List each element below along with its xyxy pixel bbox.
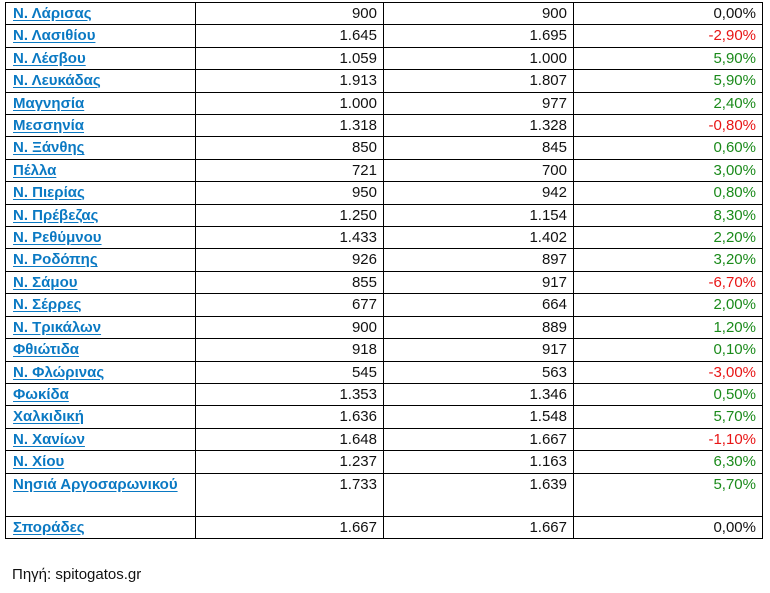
region-link[interactable]: Ν. Φλώρινας xyxy=(13,363,105,381)
region-link[interactable]: Ν. Λασιθίου xyxy=(13,27,96,45)
region-link[interactable]: Ν. Χίου xyxy=(13,453,65,471)
price-cell-2: 889 xyxy=(384,316,574,338)
change-percent-cell: 0,60% xyxy=(574,137,763,159)
price-cell-2: 563 xyxy=(384,361,574,383)
price-cell-1: 855 xyxy=(196,271,384,293)
region-link[interactable]: Ν. Λευκάδας xyxy=(13,72,101,90)
region-cell xyxy=(6,428,196,450)
price-cell-2: 664 xyxy=(384,294,574,316)
table-row xyxy=(6,473,763,516)
table-row xyxy=(6,115,763,137)
region-cell xyxy=(6,70,196,92)
price-cell-2: 917 xyxy=(384,271,574,293)
region-link[interactable]: Ν. Τρικάλων xyxy=(13,318,102,336)
region-cell xyxy=(6,516,196,538)
price-cell-2: 1.807 xyxy=(384,70,574,92)
region-cell xyxy=(6,47,196,69)
region-cell xyxy=(6,249,196,271)
table-row xyxy=(6,451,763,473)
region-cell xyxy=(6,115,196,137)
region-link[interactable]: Μεσσηνία xyxy=(13,117,85,135)
price-cell-2: 1.639 xyxy=(384,473,574,516)
price-cell-2: 1.548 xyxy=(384,406,574,428)
price-cell-1: 1.733 xyxy=(196,473,384,516)
price-cell-1: 545 xyxy=(196,361,384,383)
price-cell-1: 1.636 xyxy=(196,406,384,428)
table-row xyxy=(6,182,763,204)
region-link[interactable]: Ν. Ξάνθης xyxy=(13,139,85,157)
prices-table xyxy=(5,2,763,539)
price-cell-1: 918 xyxy=(196,339,384,361)
table-row xyxy=(6,227,763,249)
region-link[interactable]: Φωκίδα xyxy=(13,385,69,403)
region-link[interactable]: Ν. Ρεθύμνου xyxy=(13,229,102,247)
change-percent-cell: 5,90% xyxy=(574,70,763,92)
price-cell-1: 900 xyxy=(196,3,384,25)
region-link[interactable]: Μαγνησία xyxy=(13,94,85,112)
region-cell xyxy=(6,451,196,473)
price-cell-1: 1.059 xyxy=(196,47,384,69)
region-cell xyxy=(6,227,196,249)
price-cell-2: 942 xyxy=(384,182,574,204)
price-cell-1: 1.318 xyxy=(196,115,384,137)
region-link[interactable]: Νησιά Αργοσαρωνικού xyxy=(13,475,178,493)
price-cell-2: 700 xyxy=(384,159,574,181)
price-cell-2: 1.163 xyxy=(384,451,574,473)
table-row xyxy=(6,294,763,316)
table-row xyxy=(6,361,763,383)
price-cell-2: 897 xyxy=(384,249,574,271)
table-body xyxy=(6,3,763,539)
table-row xyxy=(6,3,763,25)
region-link[interactable]: Ν. Σέρρες xyxy=(13,296,82,314)
change-percent-cell: 0,80% xyxy=(574,182,763,204)
region-cell xyxy=(6,92,196,114)
region-cell xyxy=(6,204,196,226)
price-cell-2: 1.667 xyxy=(384,516,574,538)
change-percent-cell: 2,20% xyxy=(574,227,763,249)
price-cell-2: 1.328 xyxy=(384,115,574,137)
price-cell-2: 1.402 xyxy=(384,227,574,249)
price-cell-1: 1.645 xyxy=(196,25,384,47)
table-row xyxy=(6,271,763,293)
table-row xyxy=(6,47,763,69)
change-percent-cell: 0,00% xyxy=(574,3,763,25)
price-cell-1: 1.648 xyxy=(196,428,384,450)
change-percent-cell: 3,00% xyxy=(574,159,763,181)
table-row xyxy=(6,316,763,338)
table-row xyxy=(6,428,763,450)
table-row xyxy=(6,406,763,428)
change-percent-cell: 5,70% xyxy=(574,473,763,516)
change-percent-cell: -0,80% xyxy=(574,115,763,137)
change-percent-cell: 6,30% xyxy=(574,451,763,473)
table-row xyxy=(6,159,763,181)
price-cell-1: 1.000 xyxy=(196,92,384,114)
price-cell-1: 1.667 xyxy=(196,516,384,538)
price-cell-2: 1.346 xyxy=(384,383,574,405)
region-link[interactable]: Ν. Ροδόπης xyxy=(13,251,98,269)
change-percent-cell: 3,20% xyxy=(574,249,763,271)
change-percent-cell: 8,30% xyxy=(574,204,763,226)
table-row xyxy=(6,70,763,92)
region-link[interactable]: Σποράδες xyxy=(13,518,85,536)
table-row xyxy=(6,92,763,114)
change-percent-cell: 2,40% xyxy=(574,92,763,114)
price-cell-2: 917 xyxy=(384,339,574,361)
region-cell xyxy=(6,294,196,316)
change-percent-cell: 0,00% xyxy=(574,516,763,538)
price-cell-1: 1.353 xyxy=(196,383,384,405)
table-row xyxy=(6,25,763,47)
price-cell-2: 1.154 xyxy=(384,204,574,226)
region-cell xyxy=(6,159,196,181)
change-percent-cell: -1,10% xyxy=(574,428,763,450)
region-link[interactable]: Ν. Χανίων xyxy=(13,430,85,448)
region-cell xyxy=(6,361,196,383)
price-cell-1: 1.250 xyxy=(196,204,384,226)
region-link[interactable]: Ν. Πιερίας xyxy=(13,184,85,202)
table-row xyxy=(6,516,763,538)
price-cell-2: 900 xyxy=(384,3,574,25)
change-percent-cell: 0,10% xyxy=(574,339,763,361)
region-cell xyxy=(6,271,196,293)
region-cell xyxy=(6,182,196,204)
change-percent-cell: 1,20% xyxy=(574,316,763,338)
price-cell-1: 926 xyxy=(196,249,384,271)
region-cell xyxy=(6,316,196,338)
price-cell-1: 850 xyxy=(196,137,384,159)
region-link[interactable]: Ν. Λέσβου xyxy=(13,49,86,67)
price-cell-1: 1.237 xyxy=(196,451,384,473)
table-row xyxy=(6,339,763,361)
region-link[interactable]: Πέλλα xyxy=(13,161,57,179)
region-link[interactable]: Φθιώτιδα xyxy=(13,341,80,359)
price-cell-1: 900 xyxy=(196,316,384,338)
region-link[interactable]: Χαλκιδική xyxy=(13,408,84,426)
region-cell xyxy=(6,339,196,361)
price-cell-2: 1.000 xyxy=(384,47,574,69)
change-percent-cell: 5,90% xyxy=(574,47,763,69)
price-cell-2: 845 xyxy=(384,137,574,159)
source-note: Πηγή: spitogatos.gr xyxy=(12,566,142,583)
table-row xyxy=(6,383,763,405)
change-percent-cell: 2,00% xyxy=(574,294,763,316)
price-cell-2: 1.667 xyxy=(384,428,574,450)
price-cell-1: 1.433 xyxy=(196,227,384,249)
region-cell xyxy=(6,3,196,25)
price-cell-2: 1.695 xyxy=(384,25,574,47)
change-percent-cell: -3,00% xyxy=(574,361,763,383)
region-cell xyxy=(6,25,196,47)
change-percent-cell: 5,70% xyxy=(574,406,763,428)
region-cell xyxy=(6,406,196,428)
region-cell xyxy=(6,473,196,516)
table-row xyxy=(6,249,763,271)
region-cell xyxy=(6,383,196,405)
region-cell xyxy=(6,137,196,159)
region-link[interactable]: Ν. Λάρισας xyxy=(13,5,92,22)
region-link[interactable]: Ν. Πρέβεζας xyxy=(13,206,99,224)
price-cell-1: 721 xyxy=(196,159,384,181)
table-row xyxy=(6,204,763,226)
price-cell-1: 950 xyxy=(196,182,384,204)
region-link[interactable]: Ν. Σάμου xyxy=(13,273,78,291)
change-percent-cell: -6,70% xyxy=(574,271,763,293)
price-cell-1: 1.913 xyxy=(196,70,384,92)
price-cell-1: 677 xyxy=(196,294,384,316)
price-cell-2: 977 xyxy=(384,92,574,114)
change-percent-cell: 0,50% xyxy=(574,383,763,405)
change-percent-cell: -2,90% xyxy=(574,25,763,47)
table-row xyxy=(6,137,763,159)
